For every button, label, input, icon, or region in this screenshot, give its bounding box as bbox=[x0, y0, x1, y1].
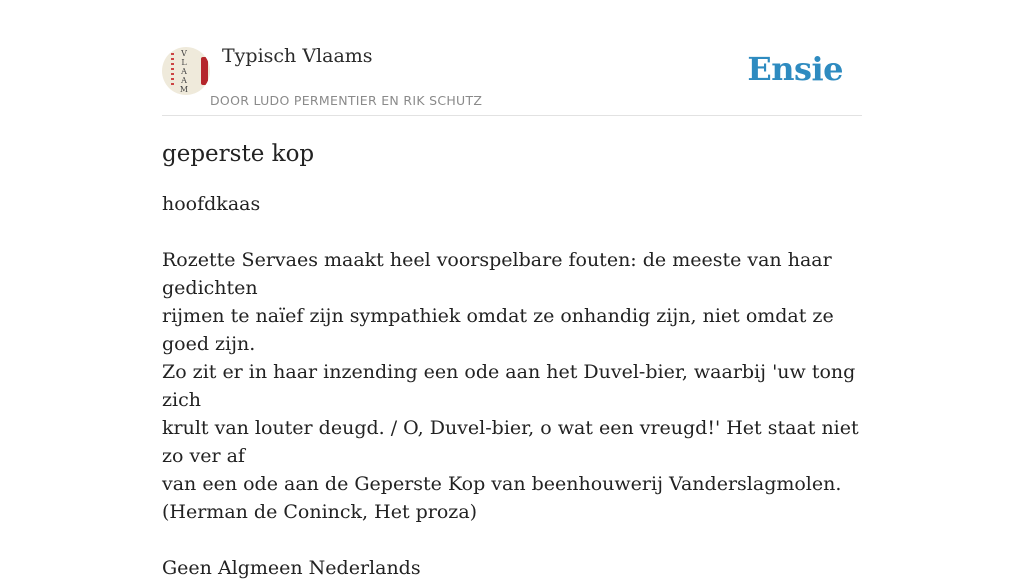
logo-spine bbox=[201, 57, 208, 85]
entry-definition: hoofdkaas bbox=[162, 193, 261, 215]
header-divider bbox=[162, 115, 862, 116]
quote-line: Zo zit er in haar inzending een ode aan het Duvel-bier, waarbij 'uw tong zich bbox=[162, 361, 856, 411]
logo-lettering: V L A A M bbox=[179, 49, 189, 94]
entry-quote bbox=[162, 246, 862, 526]
quote-line: rijmen te naïef zijn sympathiek omdat ze onhandig zijn, niet omdat ze goed zijn. bbox=[162, 305, 834, 355]
logo-red-lettering bbox=[171, 53, 174, 87]
entry bbox=[162, 138, 862, 582]
entry-title: geperste kop bbox=[162, 141, 315, 167]
header bbox=[162, 40, 862, 116]
quote-line: van een ode aan de Geperste Kop van beenhouwerij Vanderslagmolen. bbox=[162, 473, 842, 495]
dictionary-title[interactable]: Typisch Vlaams bbox=[222, 45, 373, 67]
quote-line: krult van louter deugd. / O, Duvel-bier, o wat een vreugd!' Het staat niet zo ver af bbox=[162, 417, 859, 467]
quote-line: Rozette Servaes maakt heel voorspelbare fouten: de meeste van haar gedichten bbox=[162, 249, 832, 299]
entry-note: Geen Algmeen Nederlands bbox=[162, 557, 421, 579]
brand-logo[interactable]: Ensie bbox=[747, 50, 843, 88]
book-cover-icon[interactable] bbox=[162, 47, 210, 95]
quote-source: (Herman de Coninck, Het proza) bbox=[162, 501, 478, 523]
byline: DOOR LUDO PERMENTIER EN RIK SCHUTZ bbox=[210, 93, 483, 108]
